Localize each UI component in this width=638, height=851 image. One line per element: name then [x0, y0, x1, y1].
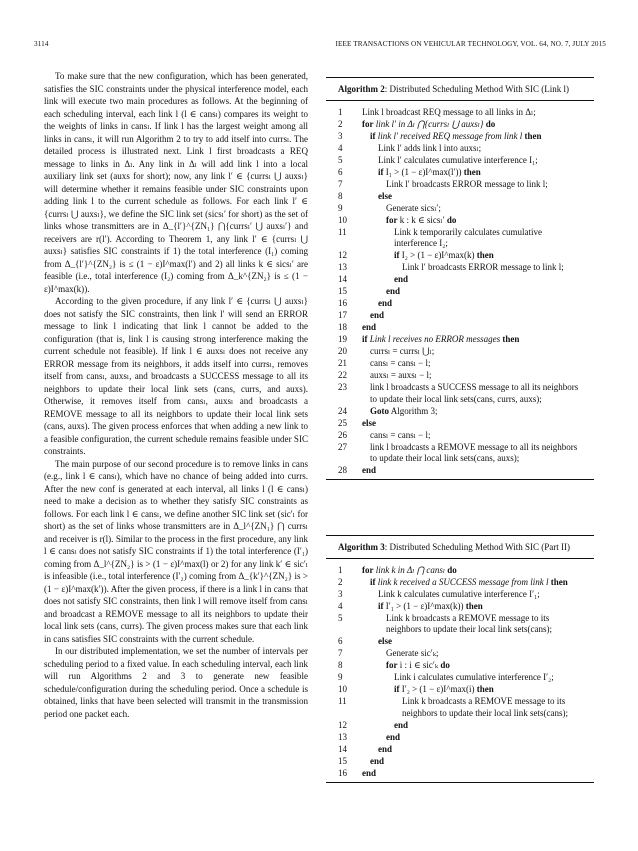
algorithm-2-line-number: 16 [338, 298, 347, 308]
algorithm-2-line [338, 191, 586, 203]
algorithm-2-line-number: 15 [338, 286, 347, 296]
algorithm-3-line [338, 720, 586, 732]
algorithm-3-line [338, 648, 586, 660]
algorithm-3-line-number: 13 [338, 731, 347, 742]
algorithm-2-line-text: Goto Algorithm 3; [370, 405, 438, 416]
running-header: IEEE TRANSACTIONS ON VEHICULAR TECHNOLOGY, VOL. 64, NO. 7, JULY 2015 [335, 40, 606, 48]
algorithm-3-line [338, 636, 586, 648]
algorithm-3-line [338, 744, 586, 756]
algorithm-2-line-number: 9 [338, 202, 343, 213]
algorithm-3-line-text: end [394, 719, 409, 730]
algorithm-3-label: Algorithm 3 [338, 542, 385, 552]
algorithm-2-line [338, 465, 586, 477]
algorithm-2-line-number: 18 [338, 322, 347, 332]
algorithm-2-line [338, 203, 586, 215]
algorithm-2-line-number: 22 [338, 370, 347, 380]
algorithm-3-line [338, 613, 586, 636]
algorithm-3-line-text: for i : i ∈ sic′ₖ do [386, 660, 450, 670]
algorithm-2-line [338, 298, 586, 310]
algorithm-2-line [338, 119, 586, 131]
algorithm-2-line-number: 3 [338, 130, 343, 141]
algorithm-2-line-text: link l broadcasts a SUCCESS message to all its neighbors to update their local link sets(cans, currs, auxs); [370, 382, 579, 404]
algorithm-3-line-number: 12 [338, 719, 347, 730]
algorithm-3-line [338, 732, 586, 744]
algorithm-2-line [338, 215, 586, 227]
algorithm-2-line-text: end [370, 310, 385, 320]
algorithm-2-line-number: 26 [338, 429, 347, 440]
algorithm-3-line [338, 696, 586, 719]
algorithm-2-line [338, 442, 586, 465]
algorithm-2-line-number: 17 [338, 310, 347, 320]
algorithm-2-box [326, 77, 594, 480]
algorithm-3-line-text: Link k broadcasts a REMOVE message to its neighbors to update their local link sets(cans); [386, 612, 552, 634]
algorithm-3-line-text: Link k broadcasts a REMOVE message to its neighbors to update their local link sets(cans); [402, 696, 568, 718]
algorithm-2-line [338, 167, 586, 179]
algorithm-2-line [338, 250, 586, 262]
algorithm-3-line-text: else [378, 636, 392, 646]
algorithm-3-line-number: 14 [338, 743, 347, 754]
algorithm-3-line-text: for link k in Δₗ ⋂ cansₗ do [362, 564, 457, 575]
algorithm-2-line-text: end [386, 286, 401, 296]
algorithm-2-line-text: cansₗ = cansₗ − l; [370, 358, 431, 368]
algorithm-3-box [326, 535, 594, 783]
algorithm-2-line-number: 20 [338, 346, 347, 356]
algorithm-3-line-text: Generate sic′ₖ; [386, 648, 439, 658]
algorithm-2-line-text: if link l′ received REQ message from link l then [370, 130, 542, 141]
algorithm-2-line-number: 8 [338, 190, 343, 201]
algorithm-3-line-number: 8 [338, 660, 343, 670]
algorithm-2-line-text: if I₂ > (1 − ε)I^max(k) then [394, 250, 494, 260]
algorithm-2-line [338, 131, 586, 143]
algorithm-2-line [338, 382, 586, 405]
algorithm-3-line-number: 5 [338, 612, 343, 623]
algorithm-2-line-text: Link l′ adds link l into auxsₗ; [378, 142, 482, 153]
algorithm-2-line-text: Link l′ broadcasts ERROR message to link l; [402, 262, 564, 272]
algorithm-2-line-text: currsₗ = currsₗ ⋃ₗ; [370, 346, 435, 356]
algorithm-3-line-number: 2 [338, 576, 343, 587]
algorithm-2-line [338, 334, 586, 346]
algorithm-2-line-number: 13 [338, 262, 347, 272]
algorithm-3-line-number: 9 [338, 672, 343, 682]
algorithm-3-title [326, 535, 594, 559]
algorithm-2-line-text: Generate sicsₗ′; [386, 202, 441, 213]
algorithm-3-line [338, 601, 586, 613]
algorithm-2-line-text: end [394, 274, 409, 284]
algorithm-2-line-number: 4 [338, 142, 343, 153]
algorithm-2-line [338, 179, 586, 191]
algorithm-3-line-number: 7 [338, 648, 343, 658]
page-number: 3114 [34, 40, 49, 48]
algorithm-3-line-number: 3 [338, 588, 343, 599]
algorithm-2-title [326, 77, 594, 101]
body-paragraph: According to the given procedure, if any link l′ ∈ {currsₗ ⋃ auxsₗ} does not satisfy the SIC constraints, then link l′ will send an ERROR message to link l indicating that link l cannot be added to the configuration (that is, link l is causing strong interference making the current schedule not feasible). If link l ∈ auxsₗ does not receive any ERROR message from its neighbors, it adds itself into currsₗ, removes itself from cansₗ, auxsₗ, and broadcasts a SUCCESS message to all its neighbors to update their local link sets (cans, currs, and auxs). Otherwise, it removes itself from cansₗ, auxsₗ and broadcasts a REMOVE message to all its neighbors to update their local link sets (cans, auxs). The given process enforces that when adding a new link to a feasible configuration, the current schedule remains feasible under SIC constraints. [44, 296, 308, 456]
algorithm-2-line-text: for k : k ∈ sicsₗ′ do [386, 214, 457, 225]
algorithm-2-line [338, 430, 586, 442]
algorithm-3-lines [326, 565, 594, 783]
algorithm-3-line-text: Link i calculates cumulative interference I′₂; [394, 672, 554, 682]
algorithm-2-line [338, 286, 586, 298]
algorithm-2-line-number: 23 [338, 382, 347, 392]
algorithm-3-line-number: 6 [338, 636, 343, 646]
algorithm-3-line [338, 660, 586, 672]
algorithm-2-line [338, 155, 586, 167]
algorithm-2-line [338, 370, 586, 382]
algorithm-2-line-number: 7 [338, 178, 343, 189]
body-paragraph: The main purpose of our second procedure is to remove links in cans (e.g., link l ∈ cansₗ), which have no chance of being added into currs. After the new conf is generated at each interval, all links l (l ∈ cansₗ) need to make a decision as to whether they satisfy SIC constraints as follows. For each link l ∈ cansₗ, we define another SIC link set (sic′ₗ for short) as the set of links whose transmitters are in Δ_l^{ZN₁} ⋂ currsₗ and receiver is r(l). Similar to the process in the first procedure, any link l ∈ cansₗ does not satisfy SIC constraints if 1) the total interference (I′₁) coming from Δ_l^{ZN₂} is > (1 − ε)I^max(l) or 2) for any link k′ ∈ sic′ₗ is infeasible (i.e., total interference (I′₂) coming from Δ_{k′}^{ZN₂} is > (1 − ε)I^max(k′)). After the given process, if there is a link l in cansₗ that does not satisfy SIC constraints, then link l will remove itself from cansₗ and broadcast a REMOVE message to all its neighbors to update their local link sets (cans, currs). The given process makes sure that each link in cans satisfies SIC constraints with the current schedule. [44, 458, 308, 644]
algorithm-2-label: Algorithm 2 [338, 84, 385, 94]
algorithm-2-line-text: cansₗ = cansₗ − l; [370, 429, 431, 440]
algorithm-3-line-text: end [386, 731, 401, 742]
algorithm-3-line-text: if I′₂ > (1 − ε)I^max(i) then [394, 684, 494, 694]
algorithm-2-line-number: 19 [338, 334, 347, 344]
algorithm-3-line [338, 768, 586, 780]
algorithm-2-line [338, 227, 586, 250]
algorithm-2-line-text: end [362, 322, 377, 332]
algorithm-3-line-number: 15 [338, 755, 347, 766]
algorithm-2-line-number: 6 [338, 166, 343, 177]
algorithm-3-line-text: Link k calculates cumulative interference I′₁; [378, 588, 540, 599]
algorithm-3-line [338, 565, 586, 577]
algorithm-2-line-number: 2 [338, 118, 343, 129]
algorithm-2-line-number: 21 [338, 358, 347, 368]
algorithm-2-line-number: 1 [338, 106, 343, 117]
algorithm-2-line-text: if Link l receives no ERROR messages then [362, 334, 520, 344]
algorithm-2-line-number: 14 [338, 274, 347, 284]
algorithm-2-line-text: Link l′ calculates cumulative interference I₁; [378, 154, 538, 165]
algorithm-2-line-text: auxsₗ = auxsₗ − l; [370, 370, 432, 380]
algorithm-2-line-text: end [362, 465, 377, 475]
algorithm-2-line [338, 262, 586, 274]
algorithm-2-line [338, 274, 586, 286]
algorithm-2-line [338, 107, 586, 119]
algorithm-3-caption: : Distributed Scheduling Method With SIC (Part II) [384, 542, 570, 552]
algorithm-2-line-text: for link l′ in Δₗ ⋂{currsₗ ⋃ auxsₗ} do [362, 118, 496, 129]
algorithm-2-line-number: 27 [338, 441, 347, 452]
body-paragraph: In our distributed implementation, we set the number of intervals per scheduling period to a fixed value. In each scheduling interval, each link will run Algorithms 2 and 3 to generate new feasible schedule/configuration during the scheduling period. Once a schedule is obtained, links that have been selected will transmit in the transmission period one packet each. [44, 646, 308, 719]
algorithm-2-line [338, 418, 586, 430]
algorithm-3-line-text: if I′₁ > (1 − ε)I^max(k)) then [378, 600, 483, 611]
algorithm-2-line-text: end [378, 298, 393, 308]
algorithm-2-line-text: link l broadcasts a REMOVE message to all its neighbors to update their local link sets(cans, auxs); [370, 441, 578, 463]
algorithm-3-line-text: end [378, 743, 393, 754]
algorithm-3-line [338, 577, 586, 589]
algorithm-3-line-number: 16 [338, 767, 347, 778]
algorithm-2-line [338, 346, 586, 358]
body-paragraph: To make sure that the new configuration, which has been generated, satisfies the SIC constraints under the physical interference model, each link will execute two main procedures as follows. At the beginning of each scheduling interval, each link l (l ∈ cansₗ) compares its weight to the weights of links in cansₗ. If link l has the largest weight among all links in cansₗ, it will run Algorithm 2 to try to add itself into currsₗ. The detailed process is illustrated next. Link l first broadcasts a REQ message to links in Δₗ. Any link in Δₗ will add link l into a local auxiliary link set (auxs for short); now, any link l′ ∈ {currsₗ ⋃ auxsₗ} will determine whether it remains feasible under SIC constraints upon adding link l to the current schedule as follows. For each link l′ ∈ {currsₗ ⋃ auxsₗ}, we define the SIC link set (sicsₗ′ for short) as the set of links whose transmitters are in Δ_{l′}^{ZN₁} ⋂{currsₗ′ ⋃ auxsₗ′} and receivers are r(l′). According to Theorem 1, any link l′ ∈ {currsₗ ⋃ auxsₗ} satisfies SIC constraints if 1) the total interference (I₁) coming from Δ_{l′}^{ZN₂} is ≤ (1 − ε)I^max(l′) and 2) all links k ∈ sicsₗ′ are feasible (i.e., total interference (I₂) coming from Δ_k^{ZN₂} is ≤ (1 − ε)I^max(k)). [44, 71, 308, 294]
algorithm-3-line-number: 4 [338, 600, 343, 611]
algorithm-2-line-text: Link l′ broadcasts ERROR message to link l; [386, 178, 548, 189]
algorithm-2-line-number: 12 [338, 250, 347, 260]
algorithm-2-line-number: 24 [338, 405, 347, 416]
algorithm-3-line-number: 10 [338, 684, 347, 694]
algorithm-2-lines [326, 107, 594, 481]
algorithm-3-line-text: if link k received a SUCCESS message from link l then [370, 576, 568, 587]
algorithm-3-line-text: end [362, 767, 377, 778]
algorithm-2-line [338, 406, 586, 418]
algorithm-2-line-number: 11 [338, 226, 347, 237]
body-text-column [44, 70, 308, 720]
algorithm-3-line [338, 756, 586, 768]
algorithm-2-line-text: Link k temporarily calculates cumulative interference I₂; [394, 226, 542, 248]
algorithm-2-line-number: 28 [338, 465, 347, 475]
algorithm-2-line [338, 358, 586, 370]
algorithm-2-line-text: Link l broadcast REQ message to all links in Δₗ; [362, 106, 536, 117]
algorithm-3-line-text: end [370, 755, 385, 766]
algorithm-2-line [338, 310, 586, 322]
algorithm-3-line-number: 11 [338, 696, 347, 706]
algorithm-3-line [338, 684, 586, 696]
algorithm-2-line-text: else [362, 417, 376, 428]
algorithm-2-line-text: else [378, 190, 392, 201]
algorithm-3-line [338, 589, 586, 601]
algorithm-3-line [338, 672, 586, 684]
algorithm-2-caption: : Distributed Scheduling Method With SIC (Link l) [384, 84, 569, 94]
algorithm-3-line-number: 1 [338, 564, 343, 575]
algorithm-2-line-number: 10 [338, 214, 347, 225]
algorithm-2-line [338, 322, 586, 334]
algorithm-2-line [338, 143, 586, 155]
algorithm-2-line-text: if I₁ > (1 − ε)I^max(l′)) then [378, 166, 481, 177]
algorithm-2-line-number: 25 [338, 417, 347, 428]
algorithm-2-line-number: 5 [338, 154, 343, 165]
